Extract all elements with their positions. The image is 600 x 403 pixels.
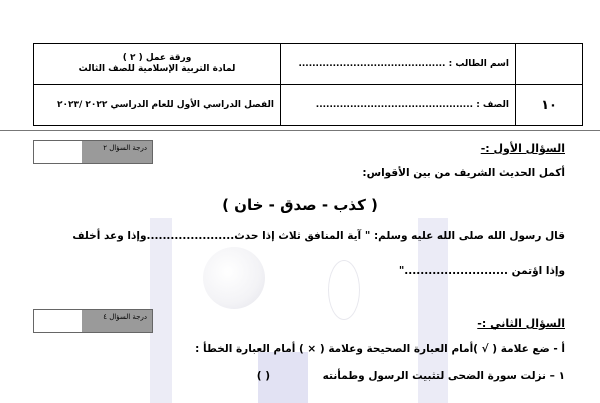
header-divider xyxy=(0,130,600,131)
worksheet-number: ورقة عمل ( ٢ ) xyxy=(122,53,192,63)
q2-score-label: درجة السؤال ٤ xyxy=(82,310,152,332)
q1-score-value xyxy=(34,141,82,163)
class-field xyxy=(281,85,516,126)
student-name-blank: ........................................... xyxy=(298,59,446,69)
q2-score-box xyxy=(33,309,153,333)
q1-instruction: أكمل الحديث الشريف من بين الأقواس: xyxy=(362,167,565,179)
class-blank: .............................................. xyxy=(315,100,474,110)
q2-score-value xyxy=(34,310,82,332)
class-label: الصف : xyxy=(476,100,509,110)
semester-info: الفصل الدراسي الأول للعام الدراسي ٢٠٢٢ /٢٠٢٣ xyxy=(34,85,281,126)
q1-score-box xyxy=(33,140,153,164)
q2-item-1: ١ – نزلت سورة الضحى لتثبيت الرسول وطمأنته xyxy=(322,370,565,382)
q1-heading: السؤال الأول :- xyxy=(480,142,565,155)
watermark-circle-left xyxy=(203,247,265,309)
worksheet-title xyxy=(34,44,281,85)
subject-name: لمادة التربية الإسلامية للصف الثالث xyxy=(78,64,236,74)
q1-options: ( كذب - صدق - خان ) xyxy=(222,196,378,214)
worksheet-header xyxy=(33,43,583,126)
q2-instruction: أ - ضع علامة ( √ )أمام العبارة الصحيحة وعلامة ( × ) أمام العبارة الخطأ : xyxy=(195,343,565,355)
total-grade: ١٠ xyxy=(516,85,583,126)
watermark-circle-right xyxy=(328,260,360,320)
watermark-bar-left xyxy=(150,218,172,403)
q1-hadith-line1: قال رسول الله صلى الله عليه وسلم: " آية المنافق ثلاث إذا حدث......................وإذا وعد أخلف xyxy=(72,230,565,242)
student-name-field xyxy=(281,44,516,85)
q1-hadith-line2: وإذا اؤتمن .........................." xyxy=(398,265,565,277)
q2-item-1-answer-blank: ( ) xyxy=(256,370,270,382)
q2-heading: السؤال الثاني :- xyxy=(477,317,565,330)
empty-cell xyxy=(516,44,583,85)
student-name-label: اسم الطالب : xyxy=(448,59,509,69)
q1-score-label: درجة السؤال ٢ xyxy=(82,141,152,163)
